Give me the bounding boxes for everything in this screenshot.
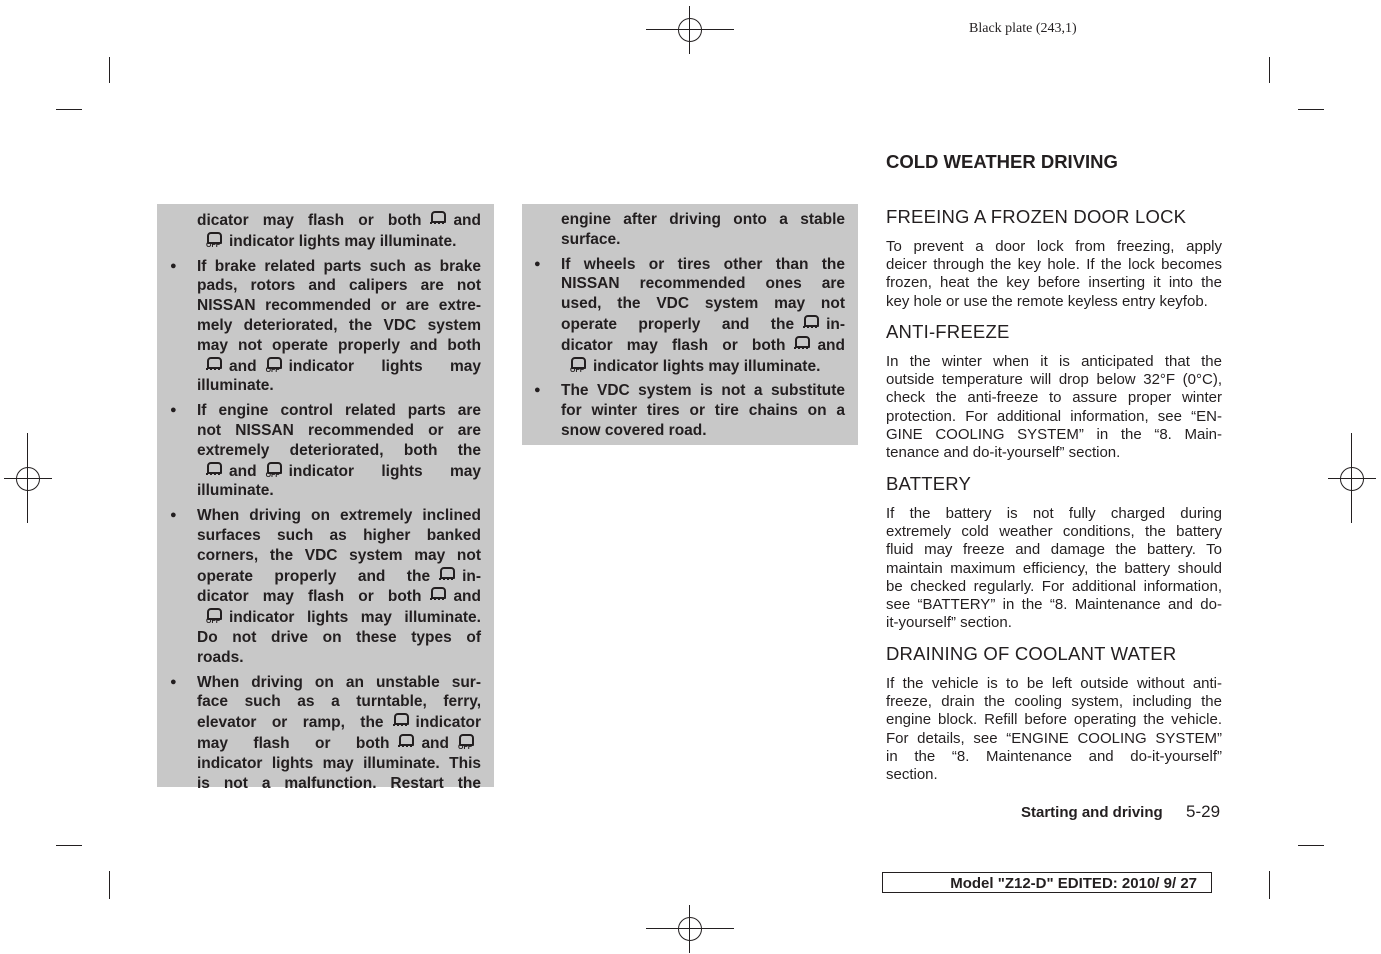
warning-text-left [170, 210, 481, 793]
vdc-slip-indicator-icon [800, 314, 820, 333]
list-item: ● When driving on an unstable sur- face such as a turntable, ferry, elevator or ramp, the indicator may flash or both and OFF indicator lights may illuminate. This is not a malfunction. Restart the [170, 673, 481, 792]
list-item: dicator may flash or both and OFF indicator lights may illuminate. [197, 212, 481, 250]
warning-text-middle [534, 210, 845, 441]
list-item: ● If brake related parts such as brake pads, rotors and calipers are not NISSAN recommended or are extre- mely deteriorated, the VDC system may not operate properly and both and OFF indicator lights may illuminate. [170, 257, 481, 395]
registration-mark-icon [1328, 455, 1376, 503]
vdc-slip-indicator-icon [395, 733, 415, 752]
vdc-off-indicator-icon: OFF [263, 461, 283, 480]
registration-mark-icon [666, 6, 714, 54]
list-item: engine after driving onto a stable surface. [561, 211, 845, 248]
vdc-off-indicator-icon: OFF [455, 733, 475, 752]
registration-line [646, 29, 734, 30]
heading-anti-freeze: ANTI-FREEZE [886, 321, 1010, 342]
vdc-slip-indicator-icon [436, 566, 456, 585]
crop-mark [56, 109, 82, 110]
vdc-off-indicator-icon: OFF [263, 356, 283, 375]
heading-frozen-door-lock: FREEING A FROZEN DOOR LOCK [886, 206, 1187, 227]
crop-mark [1269, 57, 1270, 83]
vdc-off-indicator-icon: OFF [203, 231, 223, 250]
registration-mark-icon [666, 905, 714, 953]
vdc-slip-indicator-icon [390, 712, 410, 731]
paragraph-battery: If the battery is not fully charged during extremely cold weather conditions, the battery fluid may freeze and damage the battery. To maintain maximum efficiency, the battery should be checked regularly. For additional information, see “BATTERY” in the “8. Maintenance and do- it-yourself” section. [886, 505, 1222, 632]
model-edit-label: Model "Z12-D" EDITED: 2010/ 9/ 27 [950, 875, 1197, 892]
registration-line [1351, 433, 1352, 523]
crop-mark [109, 57, 110, 83]
plate-label: Black plate (243,1) [969, 21, 1077, 36]
model-edit-box [882, 872, 1212, 893]
list-item: ● If wheels or tires other than the NISSAN recommended ones are used, the VDC system may not operate properly and the in- dicator may flash or both and OFF indicator lights may illuminate. [534, 255, 845, 375]
vdc-slip-indicator-icon [427, 210, 447, 229]
crop-mark [1298, 845, 1324, 846]
vdc-slip-indicator-icon [791, 335, 811, 354]
crop-mark [1269, 871, 1270, 899]
crop-mark [56, 845, 82, 846]
vdc-slip-indicator-icon [203, 461, 223, 480]
crop-mark [1298, 109, 1324, 110]
heading-battery: BATTERY [886, 473, 972, 494]
page-number: 5-29 [1186, 802, 1221, 821]
vdc-off-indicator-icon: OFF [203, 607, 223, 626]
list-item: ● When driving on extremely inclined surfaces such as higher banked corners, the VDC system may not operate properly and the in- dicator may flash or both and OFF indicator lights may illuminate. Do not drive on these types of roads. [170, 507, 481, 666]
paragraph-anti-freeze: In the winter when it is anticipated that the outside temperature will drop below 32°F (0°C), check the anti-freeze to assure proper winter protection. For additional information, see “EN- GINE COOLING SYSTEM” in the “8. Main- tenance and do-it-yourself” section. [886, 353, 1222, 462]
list-item: ● If engine control related parts are not NISSAN recommended or are extremely deteriorated, both the and OFF indicator lights may illuminate. [170, 402, 481, 500]
registration-mark-icon [4, 455, 52, 503]
vdc-off-indicator-icon: OFF [567, 356, 587, 375]
crop-mark [109, 871, 110, 899]
section-title: COLD WEATHER DRIVING [886, 151, 1118, 172]
vdc-slip-indicator-icon [427, 586, 447, 605]
vdc-slip-indicator-icon [203, 356, 223, 375]
registration-line [646, 928, 734, 929]
footer-section-name: Starting and driving [1021, 804, 1163, 821]
paragraph-frozen-door-lock: To prevent a door lock from freezing, apply deicer through the key hole. If the lock becomes frozen, heat the key before inserting it into the key hole or use the remote keyless entry keyfob. [886, 238, 1222, 310]
registration-line [27, 433, 28, 523]
list-item: ● The VDC system is not a substitute for winter tires or tire chains on a snow covered road. [534, 382, 845, 439]
registration-line [689, 6, 690, 54]
paragraph-draining-coolant: If the vehicle is to be left outside without anti- freeze, drain the cooling system, including the engine block. Refill before operating the vehicle. For details, see “ENGINE COOLING SYSTEM” in the “8. Maintenance and do-it-yourself” section. [886, 675, 1222, 784]
heading-draining-coolant: DRAINING OF COOLANT WATER [886, 643, 1177, 664]
